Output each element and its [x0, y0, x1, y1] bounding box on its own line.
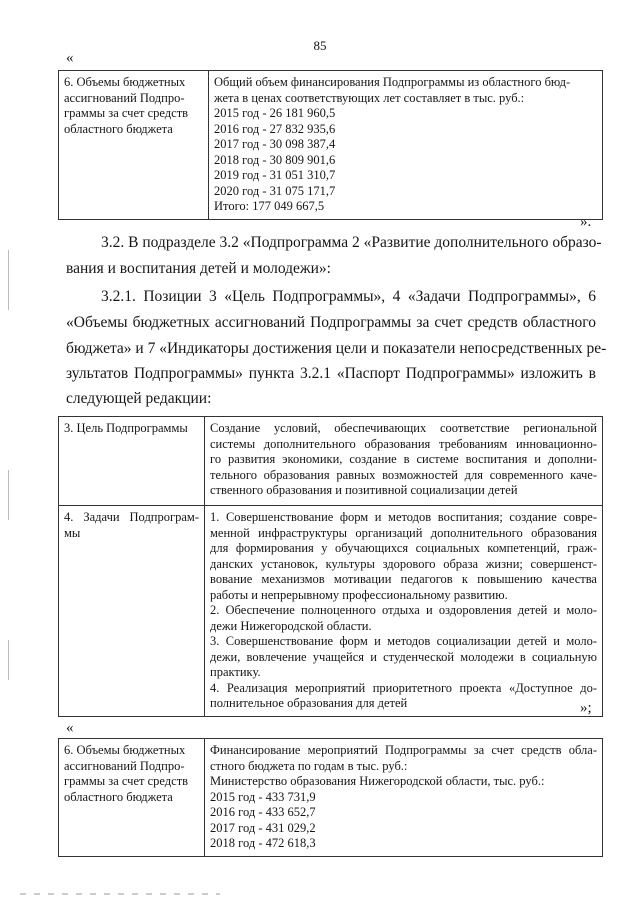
cell-line: ассигнований Подпро-	[64, 758, 185, 773]
table-row	[59, 506, 603, 717]
table-row	[59, 71, 603, 220]
cell-line: Создание условий, обеспечивающих соответствие региональной	[210, 421, 597, 435]
open-quote-1: «	[66, 50, 74, 66]
cell-line: 4. Реализация мероприятий приоритетного проекта «Доступное до-	[210, 680, 597, 695]
cell-line: данских установок, культуры здорового образа жизни; совершенст-	[210, 556, 597, 571]
paragraph-line: вания и воспитания детей и молодежи»:	[66, 260, 331, 277]
scan-margin-mark	[8, 250, 9, 310]
cell-line: мы	[64, 525, 81, 540]
cell-line: 2017 год - 30 098 387,4	[214, 137, 336, 151]
table-cell-content	[209, 71, 603, 220]
table-cell-label	[59, 417, 205, 506]
passport-table	[58, 416, 603, 717]
cell-line: жета в ценах соответствующих лет составляет в тыс. руб.:	[214, 90, 525, 105]
financing-table-1	[58, 70, 603, 220]
table-row	[59, 417, 603, 506]
scan-margin-mark	[8, 640, 9, 680]
cell-line: граммы за счет средств	[64, 774, 189, 788]
cell-line: 6. Объемы бюджетных	[64, 743, 186, 757]
open-quote-2: «	[66, 720, 74, 736]
scan-footer-noise	[20, 893, 220, 895]
cell-line: 3. Цель Подпрограммы	[64, 421, 188, 435]
cell-line: 2016 год - 27 832 935,6	[214, 121, 336, 136]
cell-line: 2018 год - 472 618,3	[210, 836, 316, 850]
cell-line: для формирования у обучающихся социальных компетенций, граж-	[210, 541, 597, 555]
table-row	[59, 739, 603, 857]
cell-line: 2019 год - 31 051 310,7	[214, 168, 336, 182]
cell-line: 4. Задачи Подпрограм-	[64, 510, 199, 524]
cell-line: 2020 год - 31 075 171,7	[214, 183, 336, 198]
cell-line: Итого: 177 049 667,5	[214, 199, 325, 213]
scan-margin-mark	[8, 470, 9, 520]
cell-line: 2015 год - 433 731,9	[210, 789, 316, 804]
paragraph-line: бюджета» и 7 «Индикаторы достижения цели и показатели непосредственных ре-	[66, 340, 607, 357]
cell-line: вование механизмов мотивации педагогов к повышению качества	[210, 572, 597, 586]
cell-line: Министерство образования Нижегородской области, тыс. руб.:	[210, 774, 545, 788]
cell-line: практику.	[210, 665, 261, 679]
cell-line: 2. Обеспечение полноценного отдыха и оздоровления детей и моло-	[210, 603, 597, 617]
cell-line: полнительное образования для детей	[210, 696, 408, 710]
cell-line: дежи, вовлечение учащейся и студенческой молодежи в социальную	[210, 649, 597, 664]
close-quote-1: ».	[580, 214, 592, 230]
cell-line: менной инфраструктуры организаций дополнительного образования	[210, 525, 597, 540]
paragraph-line: «Объемы бюджетных ассигнований Подпрограммы за счет средств областного	[66, 314, 596, 331]
cell-line: го развития экономики, создание в системе воспитания и дополни-	[210, 452, 597, 466]
cell-line: 2015 год - 26 181 960,5	[214, 106, 336, 120]
cell-line: Общий объем финансирования Подпрограммы из областного бюд-	[214, 75, 571, 89]
cell-line: областного бюджета	[64, 789, 173, 804]
table-cell-content	[205, 506, 603, 717]
cell-line: стного бюджета по годам в тыс. руб.:	[210, 758, 408, 773]
table-cell-content	[205, 739, 603, 857]
paragraph-line: следующей редакции:	[66, 390, 212, 407]
cell-line: дежи Нижегородской области.	[210, 618, 372, 633]
cell-line: 1. Совершенствование форм и методов воспитания; создание совре-	[210, 510, 597, 524]
cell-line: 3. Совершенствование форм и методов социализации детей и моло-	[210, 634, 597, 648]
cell-line: системы дополнительного образования требованиям инновационно-	[210, 436, 597, 451]
paragraph-line: 3.2.1. Позиции 3 «Цель Подпрограммы», 4 «Задачи Подпрограммы», 6	[101, 288, 596, 305]
paragraph-line: 3.2. В подразделе 3.2 «Подпрограмма 2 «Развитие дополнительного образо-	[101, 234, 602, 251]
table-cell-label	[59, 71, 209, 220]
cell-line: ассигнований Подпро-	[64, 90, 185, 105]
paragraph-line: зультатов Подпрограммы» пункта 3.2.1 «Паспорт Подпрограммы» изложить в	[66, 365, 596, 382]
cell-line: граммы за счет средств	[64, 106, 189, 120]
cell-line: 6. Объемы бюджетных	[64, 75, 186, 89]
table-cell-label	[59, 506, 205, 717]
cell-line: 2018 год - 30 809 901,6	[214, 152, 336, 167]
table-cell-label	[59, 739, 205, 857]
cell-line: ственного образования и позитивной социализации детей	[210, 483, 518, 497]
cell-line: работы и непрерывному профессиональному развитию.	[210, 587, 508, 602]
financing-table-2	[58, 738, 603, 857]
cell-line: Финансирование мероприятий Подпрограммы за счет средств обла-	[210, 743, 597, 757]
cell-line: областного бюджета	[64, 121, 173, 136]
close-quote-2: »;	[580, 700, 592, 716]
table-cell-content	[205, 417, 603, 506]
cell-line: 2017 год - 431 029,2	[210, 820, 316, 835]
cell-line: 2016 год - 433 652,7	[210, 805, 316, 819]
page-number: 85	[313, 38, 327, 53]
cell-line: тельного образования равных возможностей для современного каче-	[210, 467, 597, 482]
